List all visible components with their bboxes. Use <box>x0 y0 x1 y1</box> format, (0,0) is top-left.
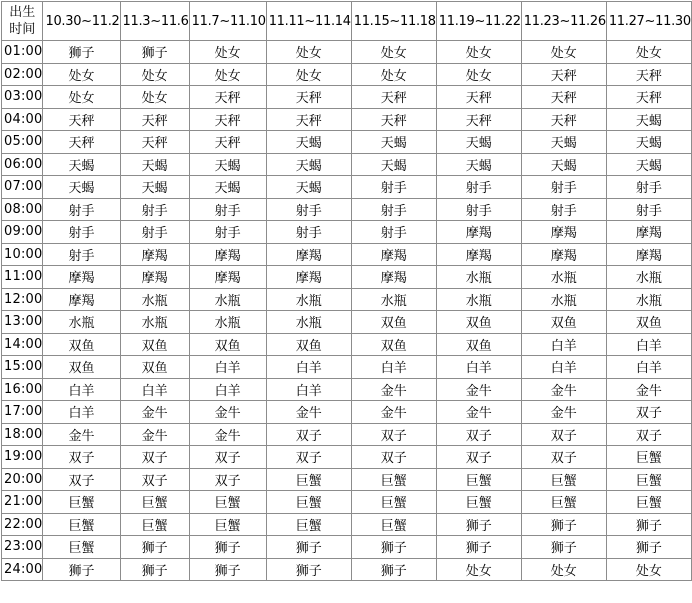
rising-sign-cell: 狮子 <box>120 558 189 581</box>
rising-sign-cell: 处女 <box>436 558 521 581</box>
rising-sign-cell: 处女 <box>521 558 606 581</box>
rising-sign-cell: 狮子 <box>521 513 606 536</box>
birth-time-cell: 09:00 <box>2 221 43 244</box>
date-range-header: 11.23~11.26 <box>521 2 606 41</box>
rising-sign-cell: 金牛 <box>436 401 521 424</box>
table-row <box>2 536 692 559</box>
table-row <box>2 513 692 536</box>
birth-time-cell: 12:00 <box>2 288 43 311</box>
birth-time-cell: 22:00 <box>2 513 43 536</box>
date-range-header: 11.7~11.10 <box>189 2 266 41</box>
rising-sign-cell: 天秤 <box>436 108 521 131</box>
rising-sign-cell: 巨蟹 <box>189 491 266 514</box>
rising-sign-cell: 天秤 <box>436 86 521 109</box>
rising-sign-cell: 摩羯 <box>351 266 436 289</box>
rising-sign-cell: 水瓶 <box>351 288 436 311</box>
rising-sign-cell: 双鱼 <box>436 311 521 334</box>
table-row <box>2 153 692 176</box>
rising-sign-cell: 处女 <box>436 41 521 64</box>
birth-time-cell: 23:00 <box>2 536 43 559</box>
rising-sign-cell: 水瓶 <box>189 311 266 334</box>
birth-time-cell: 06:00 <box>2 153 43 176</box>
rising-sign-cell: 射手 <box>43 243 120 266</box>
table-row <box>2 131 692 154</box>
rising-sign-cell: 摩羯 <box>120 243 189 266</box>
rising-sign-cell: 水瓶 <box>120 288 189 311</box>
table-row <box>2 86 692 109</box>
rising-sign-cell: 巨蟹 <box>43 491 120 514</box>
rising-sign-cell: 狮子 <box>120 41 189 64</box>
rising-sign-cell: 狮子 <box>43 558 120 581</box>
rising-sign-cell: 巨蟹 <box>521 491 606 514</box>
rising-sign-cell: 摩羯 <box>351 243 436 266</box>
rising-sign-cell: 天秤 <box>120 131 189 154</box>
rising-sign-cell: 处女 <box>351 41 436 64</box>
rising-sign-cell: 巨蟹 <box>266 468 351 491</box>
rising-sign-cell: 金牛 <box>521 401 606 424</box>
rising-sign-cell: 天秤 <box>189 86 266 109</box>
birth-time-cell: 16:00 <box>2 378 43 401</box>
rising-sign-cell: 双子 <box>266 423 351 446</box>
rising-sign-cell: 水瓶 <box>436 266 521 289</box>
rising-sign-cell: 巨蟹 <box>120 491 189 514</box>
rising-sign-cell: 天秤 <box>521 108 606 131</box>
table-body <box>2 41 692 581</box>
rising-sign-cell: 天蝎 <box>266 153 351 176</box>
date-range-header: 11.27~11.30 <box>606 2 691 41</box>
date-range-header: 11.11~11.14 <box>266 2 351 41</box>
rising-sign-cell: 天蝎 <box>189 153 266 176</box>
rising-sign-cell: 处女 <box>606 558 691 581</box>
rising-sign-cell: 双子 <box>351 423 436 446</box>
table-row <box>2 243 692 266</box>
rising-sign-cell: 摩羯 <box>266 266 351 289</box>
rising-sign-cell: 水瓶 <box>120 311 189 334</box>
rising-sign-cell: 狮子 <box>606 536 691 559</box>
rising-sign-cell: 双鱼 <box>436 333 521 356</box>
rising-sign-cell: 射手 <box>189 198 266 221</box>
rising-sign-cell: 射手 <box>606 198 691 221</box>
rising-sign-cell: 双子 <box>266 446 351 469</box>
rising-sign-cell: 摩羯 <box>606 221 691 244</box>
rising-sign-cell: 白羊 <box>43 401 120 424</box>
rising-sign-cell: 巨蟹 <box>606 468 691 491</box>
rising-sign-cell: 天蝎 <box>606 153 691 176</box>
birth-time-cell: 08:00 <box>2 198 43 221</box>
rising-sign-cell: 射手 <box>43 221 120 244</box>
rising-sign-cell: 双子 <box>189 468 266 491</box>
birth-time-cell: 04:00 <box>2 108 43 131</box>
rising-sign-cell: 双鱼 <box>351 311 436 334</box>
rising-sign-cell: 天蝎 <box>266 131 351 154</box>
rising-sign-cell: 狮子 <box>351 558 436 581</box>
birth-time-cell: 02:00 <box>2 63 43 86</box>
rising-sign-cell: 天秤 <box>120 108 189 131</box>
rising-sign-cell: 射手 <box>43 198 120 221</box>
rising-sign-cell: 双鱼 <box>189 333 266 356</box>
rising-sign-cell: 狮子 <box>43 41 120 64</box>
rising-sign-cell: 双子 <box>351 446 436 469</box>
table-row <box>2 401 692 424</box>
rising-sign-cell: 射手 <box>436 198 521 221</box>
table-row <box>2 446 692 469</box>
birth-time-cell: 24:00 <box>2 558 43 581</box>
rising-sign-cell: 天秤 <box>606 63 691 86</box>
rising-sign-cell: 水瓶 <box>606 288 691 311</box>
table-row <box>2 41 692 64</box>
table-row <box>2 63 692 86</box>
rising-sign-cell: 射手 <box>120 221 189 244</box>
rising-sign-cell: 天蝎 <box>120 176 189 199</box>
date-range-header: 10.30~11.2 <box>43 2 120 41</box>
table-row <box>2 266 692 289</box>
rising-sign-cell: 双子 <box>120 468 189 491</box>
rising-sign-cell: 处女 <box>120 63 189 86</box>
rising-sign-cell: 摩羯 <box>189 243 266 266</box>
rising-sign-cell: 摩羯 <box>43 288 120 311</box>
rising-sign-cell: 天秤 <box>189 131 266 154</box>
rising-sign-cell: 水瓶 <box>436 288 521 311</box>
rising-sign-cell: 天秤 <box>606 86 691 109</box>
rising-sign-cell: 天秤 <box>521 86 606 109</box>
rising-sign-cell: 金牛 <box>606 378 691 401</box>
rising-sign-cell: 巨蟹 <box>351 491 436 514</box>
rising-sign-cell: 狮子 <box>189 536 266 559</box>
rising-sign-cell: 双鱼 <box>43 356 120 379</box>
birth-time-cell: 21:00 <box>2 491 43 514</box>
rising-sign-cell: 双鱼 <box>120 356 189 379</box>
rising-sign-cell: 射手 <box>521 198 606 221</box>
rising-sign-cell: 金牛 <box>351 378 436 401</box>
rising-sign-cell: 处女 <box>266 41 351 64</box>
rising-sign-cell: 双子 <box>120 446 189 469</box>
rising-sign-cell: 白羊 <box>521 333 606 356</box>
corner-header <box>2 2 43 41</box>
rising-sign-cell: 天蝎 <box>436 131 521 154</box>
rising-sign-cell: 巨蟹 <box>436 468 521 491</box>
table-row <box>2 378 692 401</box>
corner-label-time: 时间 <box>9 22 36 37</box>
rising-sign-cell: 双子 <box>606 401 691 424</box>
rising-sign-cell: 狮子 <box>266 558 351 581</box>
rising-sign-cell: 天秤 <box>189 108 266 131</box>
birth-time-cell: 11:00 <box>2 266 43 289</box>
table-row <box>2 176 692 199</box>
rising-sign-cell: 摩羯 <box>266 243 351 266</box>
date-range-header: 11.3~11.6 <box>120 2 189 41</box>
rising-sign-cell: 狮子 <box>436 536 521 559</box>
birth-time-cell: 13:00 <box>2 311 43 334</box>
date-range-header: 11.19~11.22 <box>436 2 521 41</box>
rising-sign-cell: 天蝎 <box>120 153 189 176</box>
table-row <box>2 198 692 221</box>
rising-sign-cell: 天秤 <box>266 86 351 109</box>
rising-sign-cell: 金牛 <box>266 401 351 424</box>
header-row <box>2 2 692 41</box>
table-row <box>2 423 692 446</box>
rising-sign-cell: 巨蟹 <box>436 491 521 514</box>
birth-time-cell: 05:00 <box>2 131 43 154</box>
rising-sign-cell: 巨蟹 <box>351 513 436 536</box>
date-range-header: 11.15~11.18 <box>351 2 436 41</box>
rising-sign-cell: 处女 <box>189 41 266 64</box>
rising-sign-cell: 巨蟹 <box>266 513 351 536</box>
birth-time-cell: 01:00 <box>2 41 43 64</box>
rising-sign-cell: 狮子 <box>606 513 691 536</box>
rising-sign-cell: 巨蟹 <box>189 513 266 536</box>
table-row <box>2 288 692 311</box>
table-row <box>2 333 692 356</box>
rising-sign-cell: 金牛 <box>120 401 189 424</box>
rising-sign-cell: 射手 <box>189 221 266 244</box>
rising-sign-cell: 处女 <box>521 41 606 64</box>
rising-sign-cell: 白羊 <box>606 356 691 379</box>
rising-sign-cell: 双子 <box>436 423 521 446</box>
rising-sign-cell: 金牛 <box>189 401 266 424</box>
rising-sign-cell: 双鱼 <box>43 333 120 356</box>
rising-sign-cell: 白羊 <box>266 378 351 401</box>
rising-sign-cell: 白羊 <box>189 356 266 379</box>
rising-sign-cell: 巨蟹 <box>606 446 691 469</box>
birth-time-cell: 07:00 <box>2 176 43 199</box>
rising-sign-cell: 狮子 <box>521 536 606 559</box>
rising-sign-cell: 摩羯 <box>606 243 691 266</box>
rising-sign-cell: 摩羯 <box>189 266 266 289</box>
rising-sign-cell: 天蝎 <box>43 176 120 199</box>
rising-sign-cell: 白羊 <box>351 356 436 379</box>
rising-sign-cell: 狮子 <box>351 536 436 559</box>
table-row <box>2 491 692 514</box>
rising-sign-cell: 天秤 <box>521 63 606 86</box>
rising-sign-cell: 天蝎 <box>266 176 351 199</box>
rising-sign-cell: 水瓶 <box>521 266 606 289</box>
birth-time-cell: 14:00 <box>2 333 43 356</box>
birth-time-cell: 19:00 <box>2 446 43 469</box>
rising-sign-cell: 双子 <box>189 446 266 469</box>
rising-sign-cell: 金牛 <box>189 423 266 446</box>
rising-sign-cell: 天蝎 <box>521 153 606 176</box>
rising-sign-cell: 处女 <box>43 86 120 109</box>
rising-sign-cell: 天秤 <box>266 108 351 131</box>
rising-sign-table <box>1 1 692 581</box>
table-row <box>2 221 692 244</box>
rising-sign-cell: 摩羯 <box>521 221 606 244</box>
birth-time-cell: 18:00 <box>2 423 43 446</box>
birth-time-cell: 15:00 <box>2 356 43 379</box>
rising-sign-cell: 天蝎 <box>351 131 436 154</box>
rising-sign-cell: 天秤 <box>43 131 120 154</box>
rising-sign-cell: 处女 <box>606 41 691 64</box>
rising-sign-cell: 双子 <box>521 446 606 469</box>
rising-sign-cell: 双鱼 <box>606 311 691 334</box>
rising-sign-cell: 巨蟹 <box>43 513 120 536</box>
rising-sign-cell: 白羊 <box>189 378 266 401</box>
rising-sign-cell: 天蝎 <box>189 176 266 199</box>
rising-sign-cell: 巨蟹 <box>120 513 189 536</box>
table-row <box>2 468 692 491</box>
rising-sign-cell: 射手 <box>351 176 436 199</box>
rising-sign-cell: 射手 <box>521 176 606 199</box>
rising-sign-cell: 水瓶 <box>521 288 606 311</box>
rising-sign-cell: 摩羯 <box>436 243 521 266</box>
rising-sign-cell: 双鱼 <box>521 311 606 334</box>
rising-sign-cell: 白羊 <box>120 378 189 401</box>
rising-sign-cell: 射手 <box>351 221 436 244</box>
rising-sign-cell: 处女 <box>120 86 189 109</box>
rising-sign-cell: 处女 <box>351 63 436 86</box>
birth-time-cell: 20:00 <box>2 468 43 491</box>
rising-sign-cell: 狮子 <box>120 536 189 559</box>
rising-sign-cell: 摩羯 <box>521 243 606 266</box>
birth-time-cell: 03:00 <box>2 86 43 109</box>
rising-sign-cell: 摩羯 <box>436 221 521 244</box>
rising-sign-cell: 双子 <box>436 446 521 469</box>
rising-sign-cell: 白羊 <box>266 356 351 379</box>
rising-sign-cell: 摩羯 <box>120 266 189 289</box>
rising-sign-cell: 水瓶 <box>266 311 351 334</box>
rising-sign-cell: 金牛 <box>436 378 521 401</box>
rising-sign-cell: 天蝎 <box>436 153 521 176</box>
table-row <box>2 311 692 334</box>
rising-sign-cell: 金牛 <box>120 423 189 446</box>
rising-sign-cell: 双鱼 <box>120 333 189 356</box>
rising-sign-cell: 金牛 <box>521 378 606 401</box>
rising-sign-cell: 巨蟹 <box>606 491 691 514</box>
rising-sign-cell: 狮子 <box>436 513 521 536</box>
rising-sign-cell: 双鱼 <box>266 333 351 356</box>
table-row <box>2 108 692 131</box>
rising-sign-cell: 天秤 <box>351 86 436 109</box>
rising-sign-cell: 双子 <box>43 446 120 469</box>
rising-sign-cell: 射手 <box>266 221 351 244</box>
rising-sign-cell: 水瓶 <box>43 311 120 334</box>
rising-sign-cell: 巨蟹 <box>351 468 436 491</box>
rising-sign-cell: 白羊 <box>521 356 606 379</box>
rising-sign-cell: 水瓶 <box>606 266 691 289</box>
rising-sign-cell: 金牛 <box>43 423 120 446</box>
table-row <box>2 558 692 581</box>
rising-sign-cell: 巨蟹 <box>266 491 351 514</box>
rising-sign-cell: 天蝎 <box>606 108 691 131</box>
rising-sign-cell: 摩羯 <box>43 266 120 289</box>
rising-sign-cell: 白羊 <box>606 333 691 356</box>
rising-sign-cell: 天秤 <box>43 108 120 131</box>
rising-sign-cell: 天秤 <box>351 108 436 131</box>
rising-sign-cell: 双子 <box>43 468 120 491</box>
rising-sign-cell: 射手 <box>266 198 351 221</box>
rising-sign-cell: 双子 <box>521 423 606 446</box>
rising-sign-cell: 双鱼 <box>351 333 436 356</box>
rising-sign-cell: 白羊 <box>436 356 521 379</box>
rising-sign-cell: 射手 <box>436 176 521 199</box>
rising-sign-cell: 天蝎 <box>606 131 691 154</box>
birth-time-cell: 17:00 <box>2 401 43 424</box>
rising-sign-cell: 狮子 <box>266 536 351 559</box>
rising-sign-cell: 射手 <box>120 198 189 221</box>
birth-time-cell: 10:00 <box>2 243 43 266</box>
rising-sign-cell: 巨蟹 <box>521 468 606 491</box>
rising-sign-cell: 白羊 <box>43 378 120 401</box>
rising-sign-cell: 处女 <box>43 63 120 86</box>
rising-sign-cell: 处女 <box>189 63 266 86</box>
rising-sign-cell: 处女 <box>266 63 351 86</box>
rising-sign-cell: 射手 <box>351 198 436 221</box>
rising-sign-cell: 天蝎 <box>521 131 606 154</box>
rising-sign-cell: 双子 <box>606 423 691 446</box>
rising-sign-cell: 水瓶 <box>266 288 351 311</box>
rising-sign-cell: 水瓶 <box>189 288 266 311</box>
rising-sign-cell: 金牛 <box>351 401 436 424</box>
table-row <box>2 356 692 379</box>
rising-sign-cell: 天蝎 <box>43 153 120 176</box>
rising-sign-cell: 巨蟹 <box>43 536 120 559</box>
rising-sign-cell: 射手 <box>606 176 691 199</box>
rising-sign-cell: 处女 <box>436 63 521 86</box>
rising-sign-cell: 狮子 <box>189 558 266 581</box>
corner-label-birth: 出生 <box>9 5 36 20</box>
rising-sign-cell: 天蝎 <box>351 153 436 176</box>
